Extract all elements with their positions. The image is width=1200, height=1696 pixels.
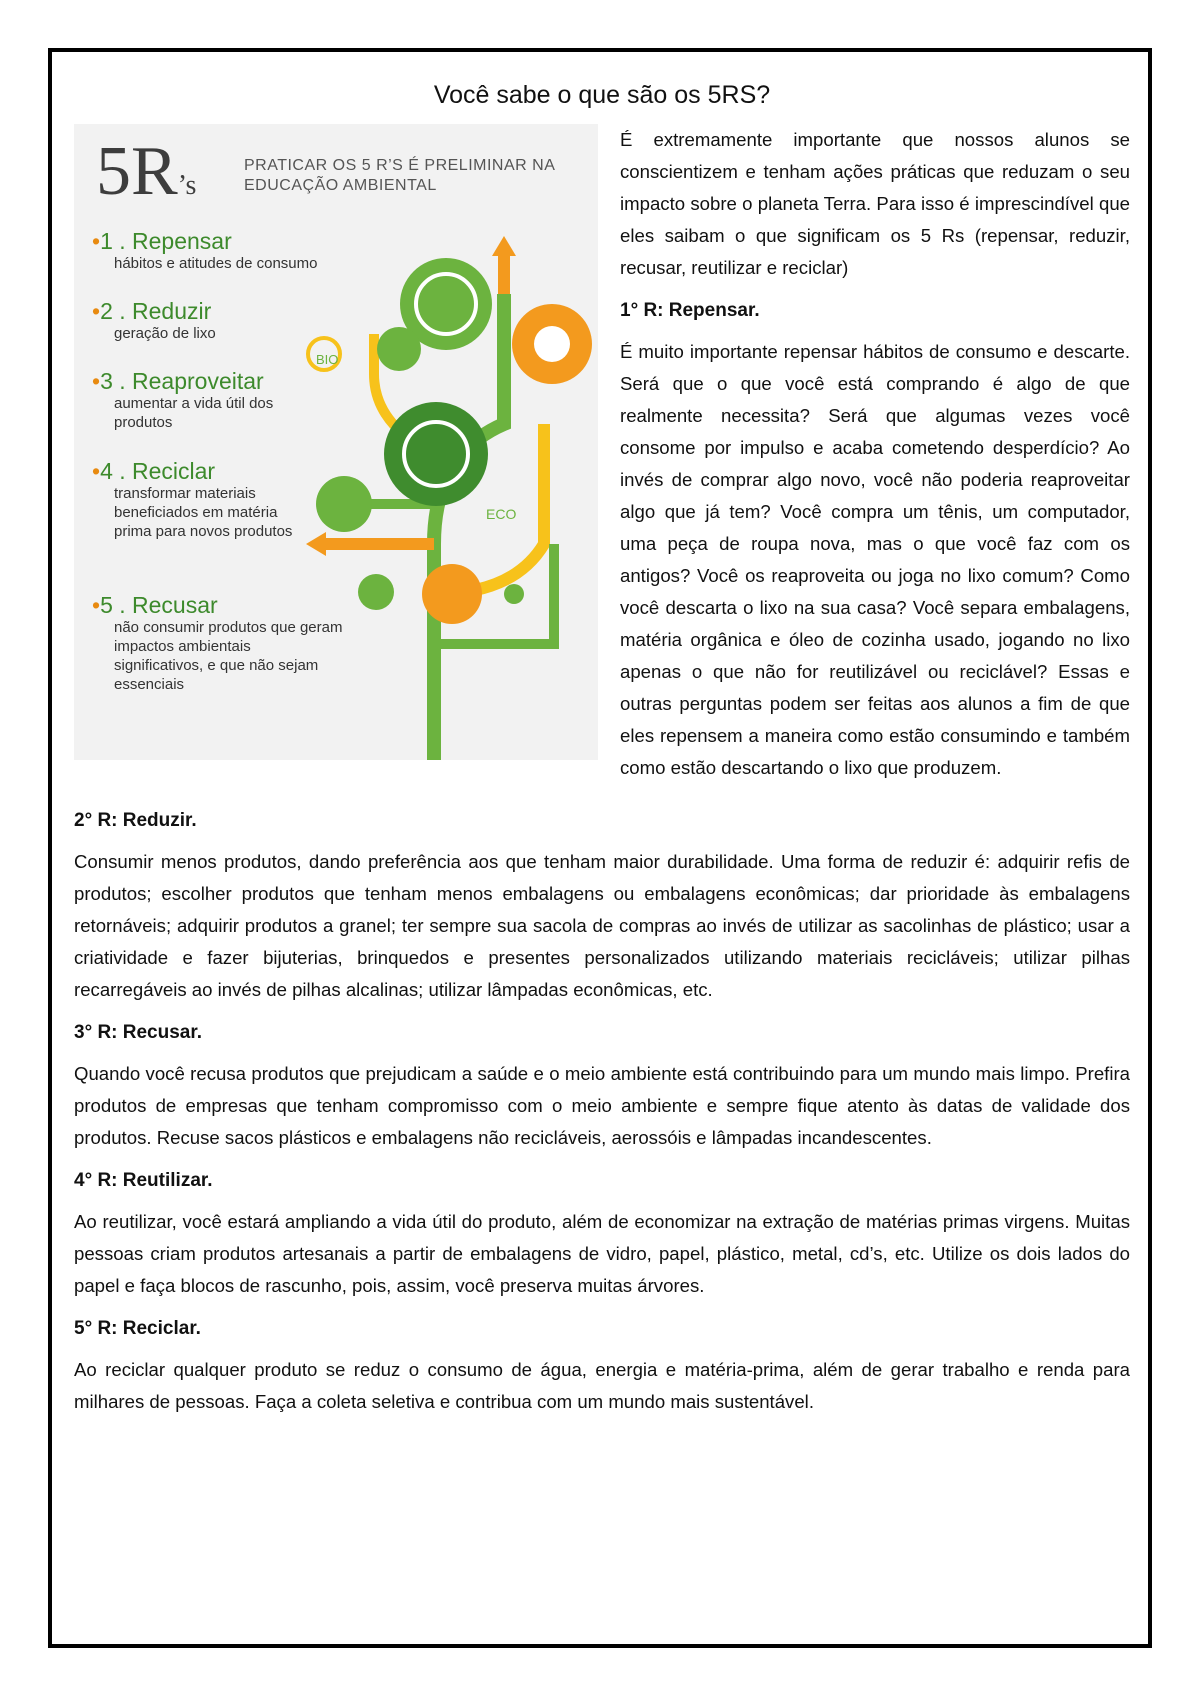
document-content (74, 74, 1130, 1430)
page-title: Você sabe o que são os 5RS? (433, 81, 771, 109)
section-text-reduzir: Consumir menos produtos, dando preferência aos que tenham maior durabilidade. Uma forma de reduzir é: adquirir refis de produtos; escolher produtos que tenham menos embalagens ou embalagens econômicas; dar prioridade às embalagens retornáveis; adquirir produtos a granel; ter sempre sua sacola de compras ao invés de utilizar as sacolinhas de plástico; usar a criatividade e fazer bijuterias, brinquedos e presentes personalizados utilizando materiais recicláveis; utilizar pilhas recarregáveis ao invés de pilhas alcalinas; utilizar lâmpadas econômicas, etc. (74, 851, 1130, 1000)
section-heading-repensar: 1° R: Repensar. (620, 300, 760, 321)
infographic-item-desc: geração de lixo (114, 325, 216, 342)
infographic-item-desc: transformar materiais beneficiados em matéria prima para novos produtos (114, 485, 293, 540)
infographic-item-desc: aumentar a vida útil dos produtos (114, 395, 274, 431)
infographic-item-title: •3 . Reaproveitar (92, 368, 264, 394)
section-text-recusar: Quando você recusa produtos que prejudicam a saúde e o meio ambiente está contribuindo para um mundo mais limpo. Prefira produtos de empresas que tenham compromisso com o meio ambiente e sempre fique atento às datas de validade dos produtos. Recuse sacos plásticos e embalagens não recicláveis, aerossóis e lâmpadas incandescentes. (74, 1063, 1130, 1148)
recycle-bin-icon (377, 327, 421, 371)
hand-drop-icon (422, 564, 482, 624)
brain-icon (384, 402, 488, 506)
infographic-item-recusar (92, 592, 362, 694)
section-text-reutilizar: Ao reutilizar, você estará ampliando a vida útil do produto, além de economizar na extração de matérias primas virgens. Muitas pessoas criam produtos artesanais a partir de embalagens de vidro, papel, plástico, metal, cd’s, etc. Utilize os dois lados do papel e faça blocos de rascunho, pois, assim, você preserva muitas árvores. (74, 1211, 1130, 1296)
infographic-item-reduzir (92, 298, 362, 343)
infographic-item-desc: hábitos e atitudes de consumo (114, 255, 318, 272)
bio-badge: BIO (316, 352, 339, 367)
section-heading-reduzir: 2° R: Reduzir. (74, 810, 197, 831)
5rs-logo: 5R’s (96, 133, 197, 210)
infographic-header: PRATICAR OS 5 R’S É PRELIMINAR NA EDUCAÇÃO AMBIENTAL (244, 157, 555, 194)
5rs-infographic (74, 124, 598, 760)
infographic-item-desc: não consumir produtos que geram impactos ambientais significativos, e que não sejam essenciais (114, 619, 343, 693)
section-heading-recusar: 3° R: Recusar. (74, 1022, 202, 1043)
gear-icon (358, 574, 394, 610)
infographic-item-title: •4 . Reciclar (92, 458, 216, 484)
page-frame (48, 48, 1152, 1648)
infographic-item-title: •1 . Repensar (92, 228, 232, 254)
infographic-item-repensar (92, 228, 362, 273)
intro-paragraph: É extremamente importante que nossos alunos se conscientizem e tenham ações práticas que reduzam o seu impacto sobre o planeta Terra. Para isso é imprescindível que eles saibam o que significam os 5 Rs (repensar, reduzir, recusar, reutilizar e reciclar) (620, 129, 1130, 278)
infographic-item-reciclar (92, 458, 362, 541)
infographic-item-title: •2 . Reduzir (92, 298, 212, 324)
section-heading-reciclar: 5° R: Reciclar. (74, 1318, 201, 1339)
section-text-reciclar: Ao reciclar qualquer produto se reduz o consumo de água, energia e matéria-prima, além de gerar trabalho e renda para milhares de pessoas. Faça a coleta seletiva e contribua com um mundo mais sustentável. (74, 1359, 1130, 1412)
eco-badge: ECO (486, 506, 517, 522)
section-heading-reutilizar: 4° R: Reutilizar. (74, 1170, 213, 1191)
section-text-repensar: É muito importante repensar hábitos de consumo e descarte. Será que o que você está comprando é algo de que realmente necessita? Será que algumas vezes você consome por impulso e acaba cometendo desperdício? Ao invés de comprar algo novo, você não poderia reaproveitar algo que já tem? Você compra um tênis, um computador, uma peça de roupa nova, mas o que você faz com os antigos? Você os reaproveita ou joga no lixo comum? Como você descarta o lixo na sua casa? Você separa embalagens, matéria orgânica e óleo de cozinha usado, jogando no lixo apenas o que não for reutilizável ou reciclável? Essas e outras perguntas podem ser feitas aos alunos a fim de que eles repensem a maneira como estão consumindo e também como estão descartando o lixo que produzem. (620, 341, 1130, 778)
infographic-item-title: •5 . Recusar (92, 592, 218, 618)
infographic-item-reaproveitar (92, 368, 362, 432)
